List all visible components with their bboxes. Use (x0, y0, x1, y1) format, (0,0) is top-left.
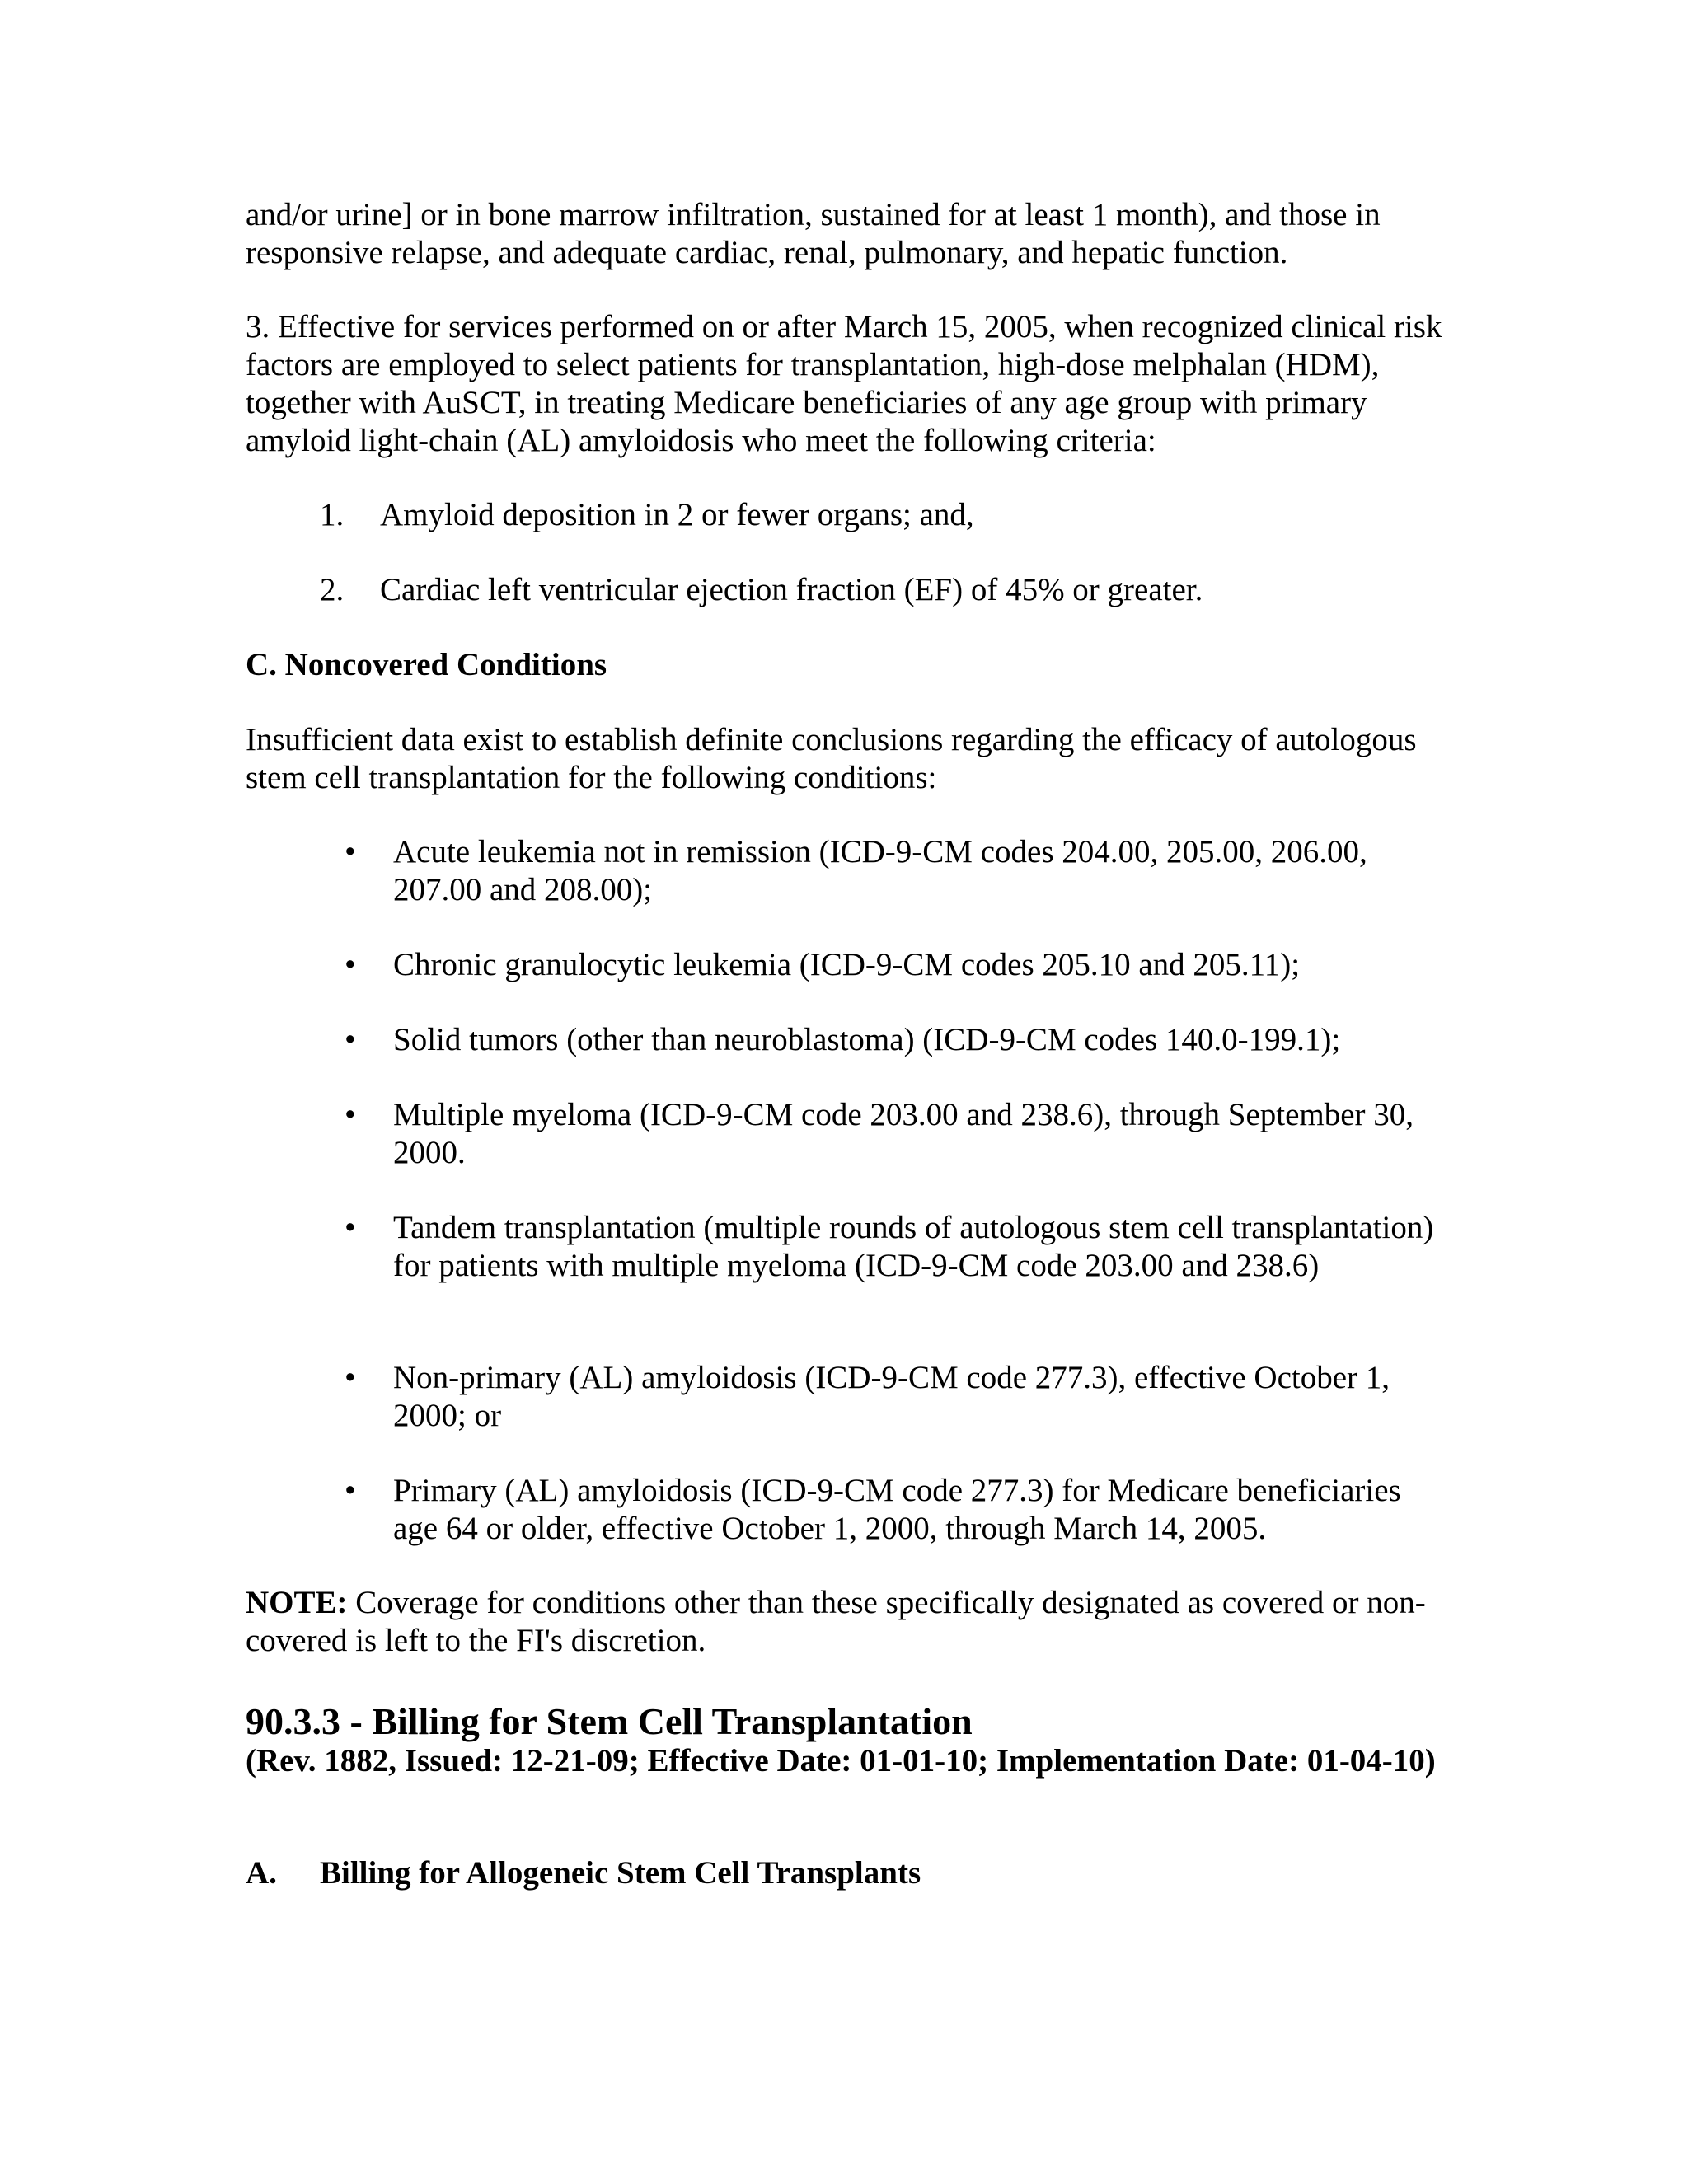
noncovered-intro: Insufficient data exist to establish definite conclusions regarding the efficacy of autologous stem cell transplantation for the following conditions: (246, 722, 1417, 795)
noncovered-item-text: Primary (AL) amyloidosis (ICD-9-CM code 277.3) for Medicare beneficiaries age 64 or older, effective October 1, 2000, through March 14, 2005. (393, 1473, 1401, 1546)
bullet-icon: • (345, 1022, 356, 1057)
noncovered-item (0, 1359, 1688, 1435)
noncovered-item (0, 833, 1688, 909)
bullet-icon: • (345, 1360, 356, 1395)
subsection-letter: A. (246, 1855, 277, 1891)
note-paragraph (246, 1584, 1449, 1660)
criteria-item-text: Amyloid deposition in 2 or fewer organs; and, (380, 497, 974, 532)
bullet-icon: • (345, 1097, 356, 1132)
noncovered-item (0, 1209, 1688, 1323)
noncovered-item (0, 1096, 1688, 1172)
criteria-item (0, 496, 1688, 534)
criteria-paragraph: 3. Effective for services performed on or after March 15, 2005, when recognized clinical risk factors are employed to select patients for transplantation, high-dose melphalan (HDM), together with AuSCT, in treating Medicare beneficiaries of any age group with primary amyloid light-chain (AL) amyloidosis who meet the following criteria: (246, 309, 1442, 458)
noncovered-item (0, 1021, 1688, 1059)
noncovered-item-text: Chronic granulocytic leukemia (ICD-9-CM codes 205.10 and 205.11); (393, 947, 1301, 982)
noncovered-item (0, 1472, 1688, 1548)
section-title: 90.3.3 - Billing for Stem Cell Transplantation (246, 1700, 973, 1742)
noncovered-item-text: Solid tumors (other than neuroblastoma) (ICD-9-CM codes 140.0-199.1); (393, 1022, 1341, 1057)
criteria-item (0, 571, 1688, 609)
noncovered-item-text: Non-primary (AL) amyloidosis (ICD-9-CM code 277.3), effective October 1, 2000; or (393, 1360, 1390, 1433)
note-text: Coverage for conditions other than these specifically designated as covered or non-covered is left to the FI's discretion. (246, 1585, 1426, 1658)
bullet-icon: • (345, 1210, 356, 1245)
subsection-title: Billing for Allogeneic Stem Cell Transplants (320, 1855, 921, 1891)
revision-line: (Rev. 1882, Issued: 12-21-09; Effective Date: 01-01-10; Implementation Date: 01-04-10) (246, 1743, 1436, 1779)
note-label: NOTE: (246, 1585, 348, 1620)
bullet-icon: • (345, 1473, 356, 1508)
bullet-icon: • (345, 947, 356, 982)
continuation-paragraph: and/or urine] or in bone marrow infiltration, sustained for at least 1 month), and those in responsive relapse, and adequate cardiac, renal, pulmonary, and hepatic function. (246, 197, 1381, 270)
noncovered-item (0, 946, 1688, 984)
noncovered-item-text: Tandem transplantation (multiple rounds of autologous stem cell transplantation) for patients with multiple myeloma (ICD-9-CM code 203.00 and 238.6) (393, 1210, 1434, 1283)
noncovered-item-text: Multiple myeloma (ICD-9-CM code 203.00 and 238.6), through September 30, 2000. (393, 1097, 1414, 1170)
noncovered-item-text: Acute leukemia not in remission (ICD-9-CM codes 204.00, 205.00, 206.00, 207.00 and 208.00); (393, 834, 1367, 907)
noncovered-heading: C. Noncovered Conditions (246, 647, 607, 682)
subsection-heading (0, 1854, 1688, 1892)
criteria-item-number: 2. (320, 572, 345, 607)
criteria-item-number: 1. (320, 497, 345, 532)
bullet-icon: • (345, 834, 356, 869)
criteria-item-text: Cardiac left ventricular ejection fraction (EF) of 45% or greater. (380, 572, 1203, 607)
